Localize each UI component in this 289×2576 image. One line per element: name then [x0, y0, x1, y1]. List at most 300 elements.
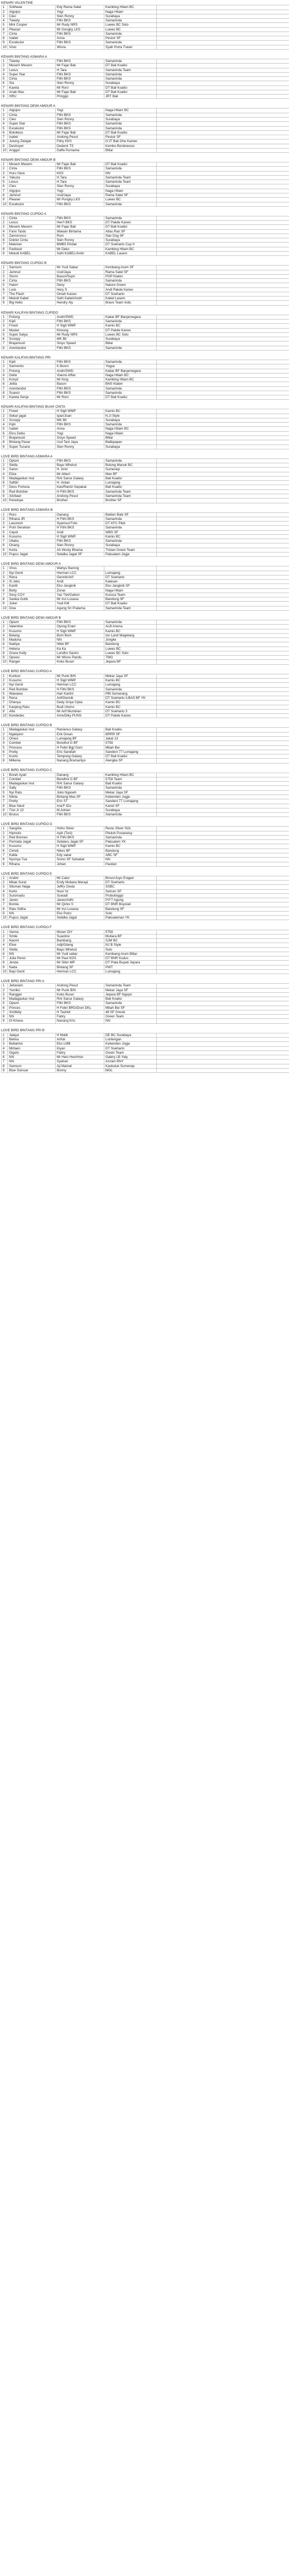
table-row	[2, 485, 289, 489]
empty-cell	[157, 679, 289, 683]
owner-cell: Mr Punk B/N	[56, 674, 104, 678]
bird-name-cell: Ubaku	[8, 539, 56, 543]
bird-name-cell: Ngatiyem	[8, 732, 56, 736]
table-row	[2, 893, 289, 898]
table-row	[2, 1037, 289, 1041]
bird-name-cell: Kendedes	[8, 714, 56, 718]
empty-cell	[157, 171, 289, 175]
owner-cell: Sien Ronny	[56, 543, 104, 548]
table-row	[2, 804, 289, 808]
table-row	[2, 1068, 289, 1072]
result-section	[1, 261, 289, 306]
owner-cell: Mr Fajar Bali	[56, 90, 104, 94]
team-cell: Surabaya	[104, 14, 157, 18]
bird-name-cell: Rena	[8, 575, 56, 579]
owner-cell: Edy Rama Satel	[56, 5, 104, 10]
team-cell: Bali Koalisi	[104, 476, 157, 480]
rank-cell: 10	[2, 148, 8, 152]
team-cell: ALB Arema	[104, 625, 157, 629]
rank-cell: 10	[2, 813, 8, 817]
team-cell: POP Klaten	[104, 274, 157, 278]
table-row	[2, 876, 289, 880]
rank-cell: 4	[2, 997, 8, 1001]
table-row	[2, 266, 289, 270]
owner-cell: Bondhol G BF	[56, 741, 104, 745]
table-row	[2, 939, 289, 943]
empty-cell	[157, 773, 289, 777]
owner-cell: H Fithi BKS	[56, 489, 104, 494]
empty-cell	[157, 588, 289, 593]
rank-cell: 4	[2, 526, 8, 530]
bird-name-cell: Red Bomber	[8, 489, 56, 494]
owner-cell: Hoho Silver	[56, 827, 104, 831]
rank-cell: 8	[2, 90, 8, 94]
result-section	[1, 1, 289, 50]
rank-cell: 1	[2, 674, 8, 678]
bird-name-cell: Parikesit	[8, 247, 56, 251]
rank-cell: 7	[2, 341, 8, 346]
results-document	[0, 0, 289, 1073]
team-cell: Samarinda	[104, 122, 157, 126]
table-row	[2, 193, 289, 198]
owner-cell: Bendhol G BF	[56, 777, 104, 781]
rank-cell: 9	[2, 494, 8, 499]
table-row	[2, 77, 289, 81]
rank-cell: 9	[2, 41, 8, 45]
team-cell: Kurusa Team	[104, 593, 157, 597]
owner-cell: Noor hz	[56, 889, 104, 893]
team-cell: Samarinda	[104, 279, 157, 283]
rank-cell: 7	[2, 85, 8, 90]
bird-name-cell: Kerto	[8, 889, 56, 893]
table-row	[2, 229, 289, 234]
rank-cell: 4	[2, 580, 8, 584]
empty-cell	[157, 813, 289, 817]
owner-cell: RAI Sanur Galaxy	[56, 782, 104, 786]
empty-cell	[157, 1019, 289, 1023]
bird-name-cell: Zamoronco	[8, 234, 56, 238]
owner-cell: Mr Catur	[56, 876, 104, 880]
owner-cell: H Sigit WMP	[56, 629, 104, 633]
bird-name-cell: Sia	[8, 81, 56, 85]
bird-name-cell: Cleo	[8, 184, 56, 189]
owner-cell: Yogi	[56, 108, 104, 113]
empty-cell	[157, 198, 289, 202]
team-cell: Samarinda	[104, 786, 157, 790]
rank-cell: 1	[2, 315, 8, 319]
empty-cell	[157, 808, 289, 812]
results-table	[1, 826, 289, 866]
bird-name-cell: HRU	[8, 95, 56, 99]
bird-name-cell: Virus	[8, 566, 56, 571]
bird-name-cell: Ranger	[8, 660, 56, 664]
team-cell: 5758	[104, 930, 157, 934]
team-cell: DT Bali Koalisi	[104, 162, 157, 167]
empty-cell	[157, 625, 289, 629]
empty-cell	[157, 840, 289, 844]
table-row	[2, 956, 289, 961]
bird-name-cell: Big Hello	[8, 301, 56, 305]
empty-cell	[157, 539, 289, 543]
table-row	[2, 548, 289, 552]
bird-name-cell: Mesem Mesem	[8, 64, 56, 68]
rank-cell: 8	[2, 961, 8, 965]
bird-name-cell: Super Tucano	[8, 445, 56, 449]
table-row	[2, 539, 289, 543]
table-row	[2, 378, 289, 382]
table-row	[2, 45, 289, 49]
table-row	[2, 916, 289, 920]
team-cell: Nature Green	[104, 283, 157, 287]
table-row	[2, 59, 289, 63]
table-row	[2, 831, 289, 835]
owner-cell: Hery S	[56, 287, 104, 292]
team-cell: Bandung SF	[104, 597, 157, 602]
table-row	[2, 943, 289, 947]
rank-cell: 2	[2, 517, 8, 521]
empty-cell	[157, 943, 289, 947]
rank-cell: 5	[2, 427, 8, 431]
empty-cell	[157, 705, 289, 709]
team-cell: Surabaya	[104, 184, 157, 189]
table-row	[2, 530, 289, 534]
owner-cell: Dedy Griya Cipta	[56, 701, 104, 705]
table-row	[2, 202, 289, 206]
rank-cell: 7	[2, 701, 8, 705]
bird-name-cell: Penelope	[8, 499, 56, 503]
owner-cell: Fithi BKS	[56, 346, 104, 350]
owner-cell: Nanang Kris	[56, 1019, 104, 1023]
rank-cell: 1	[2, 984, 8, 988]
bird-name-cell: Aventandor	[8, 346, 56, 350]
team-cell: Blitar	[104, 148, 157, 152]
result-section	[1, 822, 289, 867]
table-row	[2, 679, 289, 683]
rank-cell: 3	[2, 575, 8, 579]
bird-name-cell: Eliza	[8, 472, 56, 476]
owner-cell: Fithi BKS	[56, 423, 104, 427]
bird-name-cell: Cinta	[8, 279, 56, 283]
table-row	[2, 238, 289, 243]
owner-cell: Mr Fajar Bali	[56, 64, 104, 68]
table-row	[2, 427, 289, 431]
team-cell: Brovo/Joyo Eragen	[104, 876, 157, 880]
table-row	[2, 934, 289, 938]
empty-cell	[157, 489, 289, 494]
team-cell: Bali Koalisi	[104, 728, 157, 732]
owner-cell: Bayu Whelsd	[56, 947, 104, 952]
empty-cell	[157, 750, 289, 754]
bird-name-cell: Jalaya	[8, 1033, 56, 1037]
owner-cell: KKS	[56, 171, 104, 175]
team-cell: N.Ji Style	[104, 414, 157, 418]
owner-cell: Dedenk TS	[56, 144, 104, 148]
team-cell: Surabaya	[104, 337, 157, 341]
rank-cell: 4	[2, 687, 8, 691]
result-section	[1, 311, 289, 351]
rank-cell: 7	[2, 189, 8, 193]
rank-cell: 6	[2, 382, 8, 386]
bird-name-cell: Red Bonnes	[8, 835, 56, 839]
team-cell: Samarinda	[104, 72, 157, 76]
empty-cell	[157, 831, 289, 835]
bird-name-cell: Sexy COY	[8, 593, 56, 597]
table-row	[2, 992, 289, 997]
bird-name-cell: Super Star	[8, 122, 56, 126]
table-row	[2, 135, 289, 139]
rank-cell: 10	[2, 606, 8, 610]
rank-cell: 3	[2, 522, 8, 526]
rank-cell: 4	[2, 373, 8, 377]
owner-cell: H Fithi BKS	[56, 526, 104, 530]
empty-cell	[157, 341, 289, 346]
rank-cell: 5	[2, 77, 8, 81]
rank-cell: 9	[2, 808, 8, 812]
owner-cell: Joko Ngaseh	[56, 790, 104, 795]
bird-name-cell: Nyi Ratu	[8, 790, 56, 795]
table-row	[2, 526, 289, 530]
table-row	[2, 23, 289, 27]
team-cell: Samarinda Team	[104, 68, 157, 72]
results-table	[1, 315, 289, 351]
bird-name-cell: Safitiri	[8, 481, 56, 485]
owner-cell: Wawan Bintama	[56, 229, 104, 234]
team-cell: Solo	[104, 911, 157, 915]
bird-name-cell: NN	[8, 911, 56, 915]
owner-cell: Jarwo/Adhi	[56, 898, 104, 902]
table-row	[2, 81, 289, 85]
rank-cell: 3	[2, 992, 8, 997]
table-row	[2, 337, 289, 341]
table-row	[2, 862, 289, 866]
table-row	[2, 346, 289, 350]
table-row	[2, 638, 289, 642]
owner-cell: Fithi BKS	[56, 279, 104, 283]
bird-name-cell: Betina	[8, 1037, 56, 1041]
empty-cell	[157, 593, 289, 597]
empty-cell	[157, 418, 289, 422]
bird-name-cell: Ekru Debo	[8, 431, 56, 435]
team-cell: Kembang Arum SF	[104, 266, 157, 270]
rank-cell: 3	[2, 369, 8, 373]
team-cell: Yogya	[104, 364, 157, 369]
bird-name-cell: Nyi Genit	[8, 571, 56, 575]
team-cell: Kebenden Jogja	[104, 795, 157, 799]
owner-cell: H. Amir	[56, 468, 104, 472]
results-table	[1, 876, 289, 921]
table-row	[2, 364, 289, 369]
owner-cell: Fithi BKS	[56, 202, 104, 206]
rank-cell: 2	[2, 364, 8, 369]
bird-name-cell: Princes	[8, 1006, 56, 1010]
empty-cell	[157, 898, 289, 902]
bird-name-cell: Grace Kelly	[8, 651, 56, 655]
rank-cell: 2	[2, 732, 8, 736]
team-cell: Bandung	[104, 849, 157, 853]
rank-cell: 9	[2, 198, 8, 202]
owner-cell: Ima'F-iDo	[56, 804, 104, 808]
rank-cell: 2	[2, 113, 8, 117]
bird-name-cell: Stella	[8, 463, 56, 468]
owner-cell: Usd Tani Jaya	[56, 440, 104, 445]
team-cell: Pakualaman YK	[104, 916, 157, 920]
empty-cell	[157, 997, 289, 1001]
empty-cell	[157, 885, 289, 889]
empty-cell	[157, 1042, 289, 1046]
bird-name-cell: Opium	[8, 620, 56, 625]
team-cell: Pakualam YK	[104, 840, 157, 844]
team-cell	[104, 566, 157, 571]
owner-cell: Kiyan	[56, 1046, 104, 1050]
empty-cell	[157, 184, 289, 189]
rank-cell: 8	[2, 297, 8, 301]
empty-cell	[157, 1068, 289, 1072]
rank-cell: 6	[2, 337, 8, 341]
table-row	[2, 947, 289, 952]
table-row	[2, 162, 289, 167]
team-cell: Pesisir SF	[104, 135, 157, 139]
empty-cell	[157, 786, 289, 790]
bird-name-cell: Pupus Jagat	[8, 916, 56, 920]
owner-cell: Deny	[56, 283, 104, 287]
team-cell: Kebenden Jogja	[104, 1042, 157, 1046]
bird-name-cell: Red Bomber	[8, 687, 56, 691]
rank-cell: 1	[2, 728, 8, 732]
bird-name-cell: Blue Navir	[8, 804, 56, 808]
team-cell: DT Bali Koalisi	[104, 225, 157, 229]
empty-cell	[157, 907, 289, 911]
rank-cell: 5	[2, 745, 8, 750]
rank-cell: 2	[2, 64, 8, 68]
owner-cell: Selalka Jagat SF	[56, 552, 104, 556]
empty-cell	[157, 360, 289, 364]
rank-cell: 1	[2, 566, 8, 571]
owner-cell: Fithi BKS	[56, 1001, 104, 1006]
results-table	[1, 162, 289, 207]
rank-cell: 6	[2, 898, 8, 902]
owner-cell: Ah Wosty Bhama	[56, 548, 104, 552]
empty-cell	[157, 696, 289, 701]
owner-cell: Lumajang BF	[56, 737, 104, 741]
table-row	[2, 117, 289, 121]
section-title: LOVE BIRD BINTANG PRI A	[1, 979, 44, 983]
owner-cell: Mr Rudy NRS	[56, 332, 104, 337]
table-row	[2, 184, 289, 189]
team-cell: Kabar BF Banjarnegara	[104, 369, 157, 373]
rank-cell: 6	[2, 849, 8, 853]
table-row	[2, 216, 289, 220]
owner-cell: Fithi BKS	[56, 216, 104, 220]
table-row	[2, 287, 289, 292]
table-row	[2, 584, 289, 588]
owner-cell: Mr Irul Looana	[56, 907, 104, 911]
rank-cell: 10	[2, 714, 8, 718]
owner-cell: Hari Kartini	[56, 691, 104, 696]
team-cell: SJM BC	[104, 939, 157, 943]
team-cell: Surabaya	[104, 81, 157, 85]
team-cell: Samarinda	[104, 687, 157, 691]
rank-cell: 3	[2, 14, 8, 18]
rank-cell: 3	[2, 225, 8, 229]
results-table	[1, 108, 289, 153]
bird-name-cell: Cinta	[8, 77, 56, 81]
owner-cell: Anna	[56, 36, 104, 41]
empty-cell	[157, 315, 289, 319]
rank-cell: 8	[2, 193, 8, 198]
owner-cell: Fithi BKS	[56, 386, 104, 391]
bird-name-cell: Gigolo	[8, 1050, 56, 1055]
team-cell: WBS SF	[104, 530, 157, 534]
rank-cell: 1	[2, 108, 8, 113]
team-cell: Blitar	[104, 341, 157, 346]
team-cell: Atlas Ran SF	[104, 229, 157, 234]
rank-cell: 9	[2, 144, 8, 148]
bird-name-cell: Brutus	[8, 813, 56, 817]
table-row	[2, 14, 289, 18]
team-cell: Samarinda	[104, 813, 157, 817]
empty-cell	[157, 952, 289, 956]
team-cell: Samarinda	[104, 77, 157, 81]
rank-cell: 3	[2, 835, 8, 839]
owner-cell: Arifuk	[56, 1037, 104, 1041]
section-title: KENARI VALENTINE	[1, 1, 33, 5]
table-row	[2, 1064, 289, 1068]
table-row	[2, 625, 289, 629]
team-cell: Samarinda	[104, 346, 157, 350]
table-row	[2, 660, 289, 664]
empty-cell	[157, 468, 289, 472]
empty-cell	[157, 297, 289, 301]
bird-name-cell: Opsesi	[8, 656, 56, 660]
rank-cell: 3	[2, 274, 8, 278]
empty-cell	[157, 476, 289, 480]
team-cell: D'JT Bali Ghe Kanwo	[104, 139, 157, 144]
team-cell: DT Soeharto	[104, 575, 157, 579]
table-row	[2, 593, 289, 597]
results-table	[1, 674, 289, 719]
rank-cell: 8	[2, 139, 8, 144]
result-section	[1, 925, 289, 974]
empty-cell	[157, 737, 289, 741]
rank-cell: 10	[2, 499, 8, 503]
empty-cell	[157, 130, 289, 135]
team-cell: Samarinda Team	[104, 494, 157, 499]
empty-cell	[157, 202, 289, 206]
rank-cell: 8	[2, 907, 8, 911]
table-row	[2, 696, 289, 701]
rank-cell: 2	[2, 934, 8, 938]
bird-name-cell: Aventandor	[8, 386, 56, 391]
empty-cell	[157, 1046, 289, 1050]
team-cell: Jepara BF	[104, 660, 157, 664]
owner-cell: Budi Utomo	[56, 705, 104, 709]
owner-cell: Kan/Rantzi Sepakat	[56, 485, 104, 489]
team-cell: Lontengan	[104, 1037, 157, 1041]
table-row	[2, 247, 289, 251]
result-section	[1, 670, 289, 718]
team-cell: Jepara BF Ngopo	[104, 992, 157, 997]
bird-name-cell: Devu Fortuna	[8, 485, 56, 489]
empty-cell	[157, 660, 289, 664]
bird-name-cell: Kunto	[8, 754, 56, 759]
bird-name-cell: Kareta Senja	[8, 395, 56, 400]
bird-name-cell: Siluman Naga	[8, 885, 56, 889]
table-row	[2, 620, 289, 625]
rank-cell: 5	[2, 638, 8, 642]
table-row	[2, 328, 289, 332]
table-row	[2, 647, 289, 651]
team-cell: Lumajang	[104, 571, 157, 575]
